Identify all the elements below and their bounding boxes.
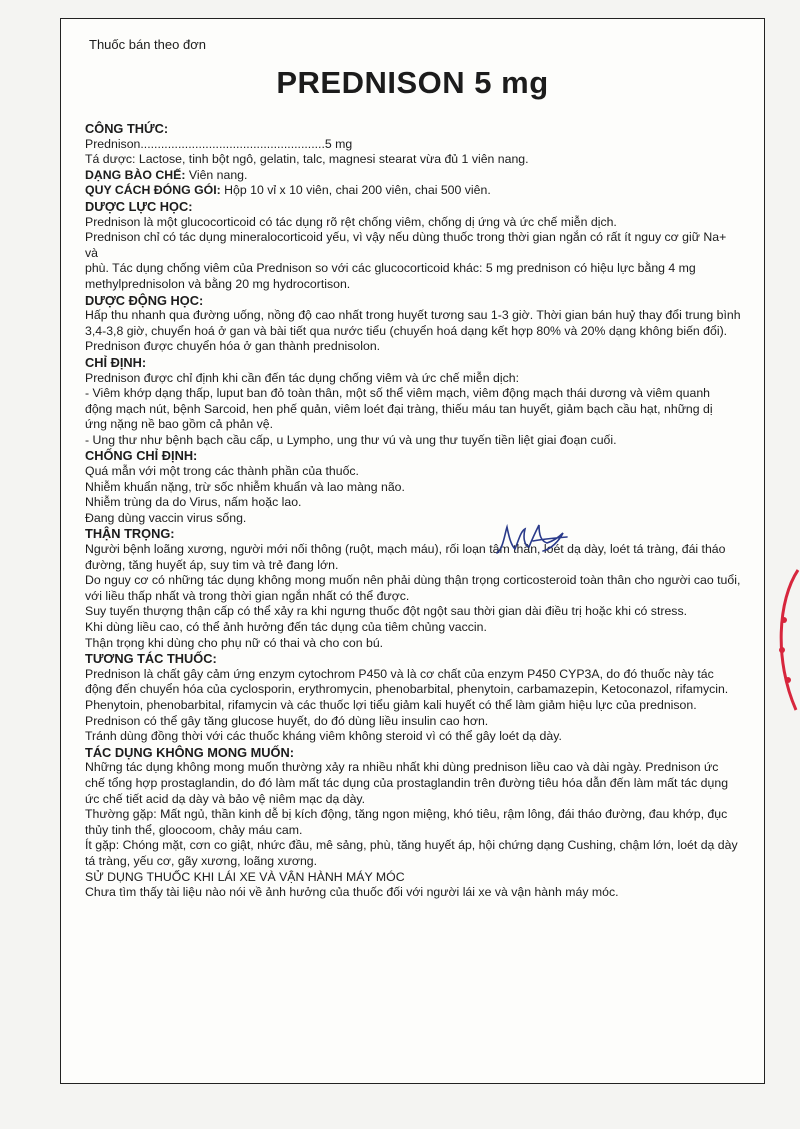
text-line: Những tác dụng không mong muốn thường xảy ra nhiều nhất khi dùng prednison liều cao và dài ngày. Prednison ức <box>85 760 719 775</box>
packaging-value: Hộp 10 vỉ x 10 viên, chai 200 viên, chai 500 viên. <box>220 183 491 198</box>
text-line: Nhiễm trùng da do Virus, nấm hoặc lao. <box>85 495 302 510</box>
text-line: methylprednisolon và bằng 20 mg hydrocortison. <box>85 276 351 291</box>
text-line: động đến chuyển hóa của cyclosporin, erythromycin, phenobarbital, phenytoin, carbamazepin, Ketoconazol, rifamycin. <box>85 682 729 697</box>
text-line: - Ung thư như bệnh bạch cầu cấp, u Lympho, ung thư vú và ung thư tuyến tiền liệt giai đoạn cuối. <box>85 432 617 447</box>
section-heading-lai-xe: SỬ DỤNG THUỐC KHI LÁI XE VÀ VẬN HÀNH MÁY MÓC <box>85 869 405 884</box>
section-heading-tuong-tac: TƯƠNG TÁC THUỐC: <box>85 651 217 667</box>
text-line: Thận trọng khi dùng cho phụ nữ có thai và cho con bú. <box>85 635 384 650</box>
text-line: thủy tinh thể, gloocoom, chảy máu cam. <box>85 822 303 837</box>
text-line: Suy tuyến thượng thận cấp có thể xảy ra khi ngưng thuốc đột ngột sau thời gian dài điều trị hoặc khi có stress. <box>85 604 688 619</box>
packaging <box>85 183 742 199</box>
section-heading-duoc-luc-hoc: DƯỢC LỰC HỌC: <box>85 198 193 214</box>
section-heading-duoc-dong-hoc: DƯỢC ĐỘNG HỌC: <box>85 292 204 308</box>
text-line: Prednison được chuyển hóa ở gan thành prednisolon. <box>85 339 381 354</box>
text-line: 3,4-3,8 giờ, chuyển hoá ở gan và bài tiết qua nước tiểu (chuyển hoá dạng kết hợp 80% và 20% dạng không biến đổi). <box>85 323 728 338</box>
text-line: Ít gặp: Chóng mặt, cơn co giật, nhức đầu, mê sảng, phù, tăng huyết áp, hội chứng dạng Cushing, chậm lớn, loét dạ dày <box>85 838 738 853</box>
text-line: ứng nặng nề bao gồm cả phản vệ. <box>85 417 274 432</box>
text-line: Prednison chỉ có tác dụng mineralocorticoid yếu, vì vậy nếu dùng thuốc trong thời gian ngắn có rất ít nguy cơ giữ Na+ và <box>85 230 727 260</box>
text-line: Đang dùng vaccin virus sống. <box>85 510 247 525</box>
text-line: Người bệnh loãng xương, người mới nối thông (ruột, mạch máu), rối loạn tâm thần, loét dạ dày, loét tá tràng, đái tháo <box>85 542 726 557</box>
text-line: Do nguy cơ có những tác dụng không mong muốn nên phải dùng thận trọng corticosteroid toàn thân cho người cao tuổi, <box>85 573 741 588</box>
formula-line: Prednison......................................................5 mg <box>85 136 353 151</box>
text-line: đường, tăng huyết áp, suy tim và trẻ đang lớn. <box>85 557 339 572</box>
text-line: chế tổng hợp prostaglandin, do đó làm mất tác dụng của prostaglandin trên đường tiêu hóa dẫn đến làm mất tác dụng <box>85 775 729 790</box>
text-line: Prednison là chất gây cảm ứng enzym cytochrom P450 và là cơ chất của enzym P450 CYP3A, do đó thuốc này tác <box>85 666 714 681</box>
handwritten-signature <box>493 519 583 559</box>
section-heading-chong-chi-dinh: CHỐNG CHỈ ĐỊNH: <box>85 448 198 464</box>
section-heading-chi-dinh: CHỈ ĐỊNH: <box>85 354 147 370</box>
text-line: Prednison là một glucocorticoid có tác dụng rõ rệt chống viêm, chống dị ứng và ức chế miễn dịch. <box>85 214 617 229</box>
section-heading-tac-dung-phu: TÁC DỤNG KHÔNG MONG MUỐN: <box>85 744 294 760</box>
text-line: Khi dùng liều cao, có thể ảnh hưởng đến tác dụng của tiêm chủng vaccin. <box>85 620 487 634</box>
section-heading-than-trong: THẬN TRỌNG: <box>85 526 175 542</box>
text-line: Hấp thu nhanh qua đường uống, nồng độ cao nhất trong huyết tương sau 1-3 giờ. Thời gian bán huỷ thay đổi trung bình <box>85 308 741 323</box>
text-line: - Viêm khớp dạng thấp, luput ban đỏ toàn thân, một số thể viêm mạch, viêm động mạch thái dương và viêm quanh <box>85 386 710 401</box>
dosage-form-label: DẠNG BÀO CHẾ: <box>85 167 186 182</box>
text-line: Thường gặp: Mất ngủ, thần kinh dễ bị kích động, tăng ngon miệng, khó tiêu, rậm lông, đái tháo đường, đau khớp, đục <box>85 807 728 822</box>
text-line: Chưa tìm thấy tài liệu nào nói về ảnh hưởng của thuốc đối với người lái xe và vận hành máy móc. <box>85 885 619 900</box>
dosage-form <box>85 168 742 184</box>
text-line: Tránh dùng đồng thời với các thuốc kháng viêm không steroid vì có thể gây loét dạ dày. <box>85 729 562 744</box>
section-heading-cong-thuc: CÔNG THỨC: <box>85 121 169 136</box>
text-line: phù. Tác dụng chống viêm của Prednison so với các glucocorticoid khác: 5 mg prednison có hiệu lực bằng 4 mg <box>85 261 696 276</box>
prescription-note: Thuốc bán theo đơn <box>89 37 206 52</box>
dosage-form-value: Viên nang. <box>185 167 248 182</box>
text-line: Prednison được chỉ định khi cần đến tác dụng chống viêm và ức chế miễn dịch: <box>85 370 519 385</box>
text-line: Phenytoin, phenobarbital, rifamycin và các thuốc lợi tiểu giảm kali huyết có thể làm giảm hiệu lực của prednison. <box>85 697 697 712</box>
red-stamp-fragment <box>760 560 800 720</box>
leaflet-body <box>85 121 742 901</box>
page-title: PREDNISON 5 mg <box>276 65 549 100</box>
text-line: Quá mẫn với một trong các thành phần của thuốc. <box>85 464 359 479</box>
text-line: tá tràng, yếu cơ, gãy xương, loãng xương. <box>85 853 318 868</box>
text-line: Prednison có thể gây tăng glucose huyết, do đó dùng liều insulin cao hơn. <box>85 713 489 728</box>
text-line: động mạch nút, bệnh Sarcoid, hen phế quản, viêm loét đại tràng, thiếu máu tan huyết, giảm bạch cầu hạt, những dị <box>85 401 713 416</box>
text-line: Nhiễm khuẩn nặng, trừ sốc nhiễm khuẩn và lao màng não. <box>85 479 405 494</box>
packaging-label: QUY CÁCH ĐÓNG GÓI: <box>85 183 221 198</box>
excipients-line: Tá dược: Lactose, tinh bột ngô, gelatin, talc, magnesi stearat vừa đủ 1 viên nang. <box>85 152 529 167</box>
text-line: ức chế tiết acid dạ dày và bảo vệ niêm mạc dạ dày. <box>85 791 366 806</box>
document-sheet <box>60 18 765 1084</box>
text-line: với liều thấp nhất và trong thời gian ngắn nhất có thể được. <box>85 588 410 603</box>
